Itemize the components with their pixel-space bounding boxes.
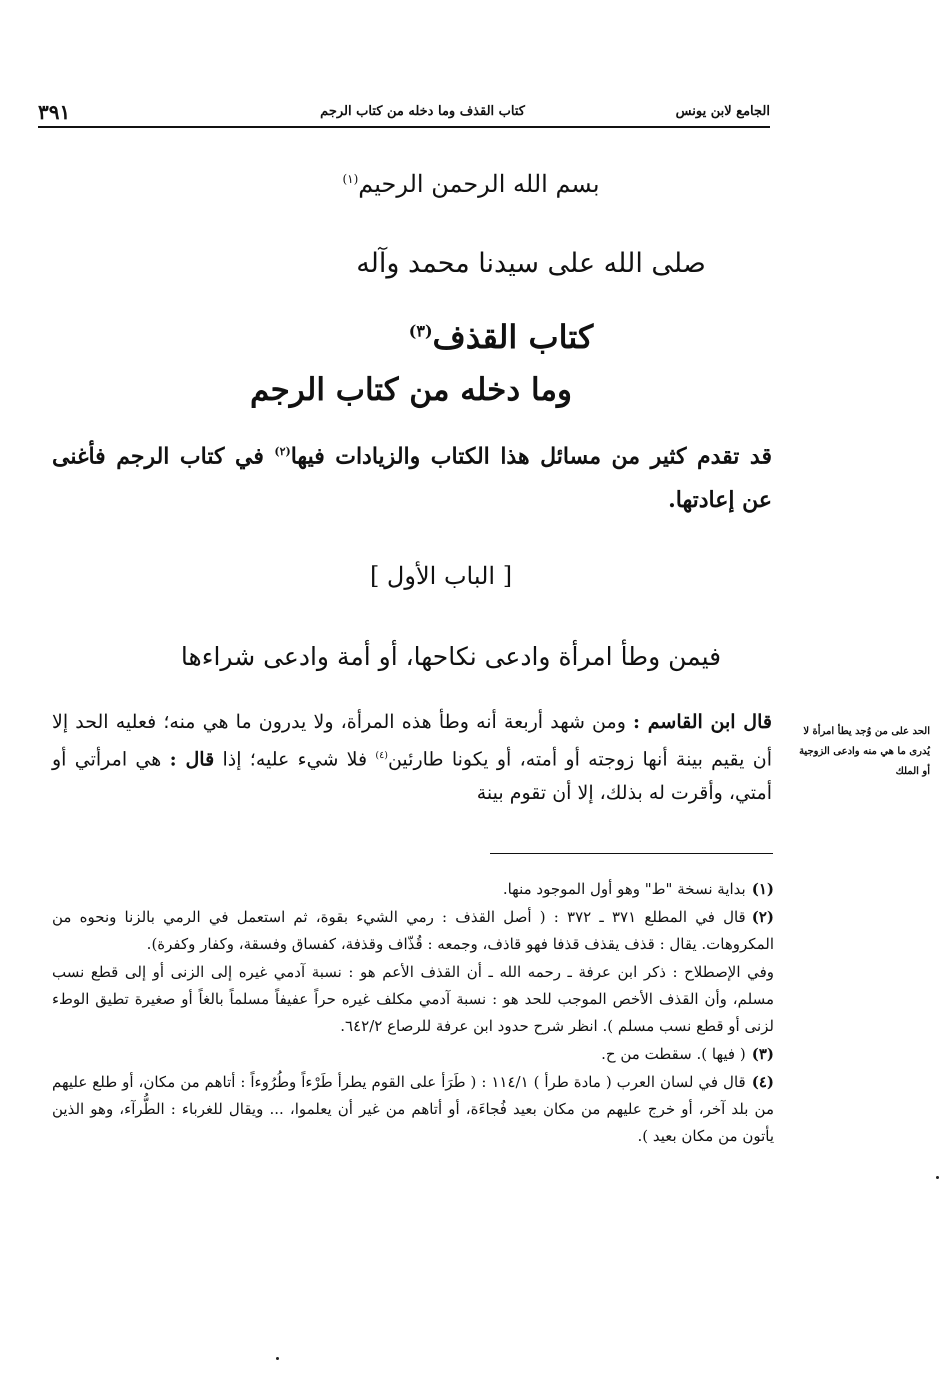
footnote-ref-2: (٢): [274, 445, 291, 458]
body-paragraph: [52, 705, 772, 810]
footnote-text: قال في لسان العرب ( مادة طرأ ) ١١٤/١ : ( طَرَأ على القوم يطرأ طَرْءاً وطُرُوءاً : أتاهم من مكان، أو طلع عليهم من بلد آخر، أو خرج عليهم من مكان بعيد فُجاءَة، أو أتاهم من غير أن يعلموا، ... ويقال للغرباء : الطُّرآء، وهو الذين يأتون من مكان بعيد ).: [52, 1073, 774, 1145]
footnote-ref-4: (٤): [375, 750, 388, 761]
footnote-number: (١): [751, 880, 774, 898]
footnote-number: (٣): [751, 1045, 774, 1063]
book-title-text: كتاب القذف: [432, 318, 594, 356]
body-text-3: هي امرأتي أو أمتي، وأقرت له بذلك، إلا أن تقوم بينة: [52, 748, 772, 805]
header-rule: [38, 126, 770, 128]
footnote-ref-1: (١): [342, 172, 359, 186]
body-text-2: فلا شيء عليه؛ إذا: [214, 748, 376, 771]
footnotes: [52, 876, 774, 1151]
intro-paragraph: [52, 430, 772, 522]
section-title: فيمن وطأ امرأة وادعى نكاحها، أو أمة وادعى شراءها: [180, 642, 722, 671]
scan-speck: [276, 1357, 279, 1360]
salah-line: صلى الله على سيدنا محمد وآله: [356, 248, 706, 279]
chapter-heading: [ الباب الأول ]: [369, 562, 513, 590]
footnote-text: بداية نسخة "ط" وهو أول الموجود منها.: [502, 880, 746, 898]
header-chapter-title: كتاب القذف وما دخله من كتاب الرجم: [320, 104, 525, 119]
footnote-continuation: [52, 959, 774, 1040]
intro-text-before: قد تقدم كثير من مسائل هذا الكتاب والزيادات فيها: [290, 443, 772, 470]
body-lead-2: قال :: [169, 748, 215, 771]
footnote-text: وفي الإصطلاح : ذكر ابن عرفة ـ رحمه الله ـ أن القذف الأعم هو : نسبة آدمي غيره إلى الزنى أو إلى قطع نسب مسلم، وأن القذف الأخص الموجب للحد هو : نسبة آدمي مكلف غيره حراً عفيفاً مسلماً بالغاً أو صغيرة تطيق الوطء لزنى أو قطع نسب مسلم ). انظر شرح حدود ابن عرفة للرصاع ٦٤٢/٢.: [52, 963, 774, 1035]
basmala-text: بسم الله الرحمن الرحيم: [358, 170, 600, 198]
intro-text-after: في كتاب الرجم فأغنى عن إعادتها.: [52, 443, 772, 514]
footnote-number: (٤): [751, 1073, 774, 1091]
footnote-text: ( فيها ). سقطت من ح.: [601, 1045, 746, 1063]
footnote: [52, 1041, 774, 1068]
book-title: [30, 318, 942, 356]
body-text-1: ومن شهد أربعة أنه وطأ هذه المرأة، ولا يدرون ما هي منه؛ فعليه الحد إلا أن يقيم بينة أنها زوجته أو أمته، أو يكونا طارئين: [52, 711, 772, 771]
footnote-number: (٢): [751, 908, 775, 926]
book-subtitle: وما دخله من كتاب الرجم: [250, 372, 572, 408]
page-number: ٣٩١: [38, 100, 71, 124]
footnote: [52, 1069, 774, 1150]
margin-note: الحد على من وُجد يطأ امرأة لا يُدرى ما هي منه وادعى الزوجية أو الملك: [799, 726, 930, 777]
footnote-rule: [490, 853, 773, 854]
basmala: [0, 170, 942, 198]
footnote-text: قال في المطلع ٣٧١ ـ ٣٧٢ : ( أصل القذف : رمي الشيء بقوة، ثم استعمل في الرمي بالزنا ونحوه من المكروهات. يقال : قذف يقذف قذفا فهو قاذف، وجمعه : قُذّاف وقذفة، كفساق وفسقة، وكفار وكفرة).: [52, 908, 774, 953]
header-book-title: الجامع لابن يونس: [675, 104, 770, 119]
footnote: [52, 904, 774, 958]
scan-speck: [936, 1176, 939, 1179]
body-lead: قال ابن القاسم :: [633, 711, 772, 733]
footnote-ref-3: (٣): [408, 321, 433, 341]
footnote: [52, 876, 774, 903]
